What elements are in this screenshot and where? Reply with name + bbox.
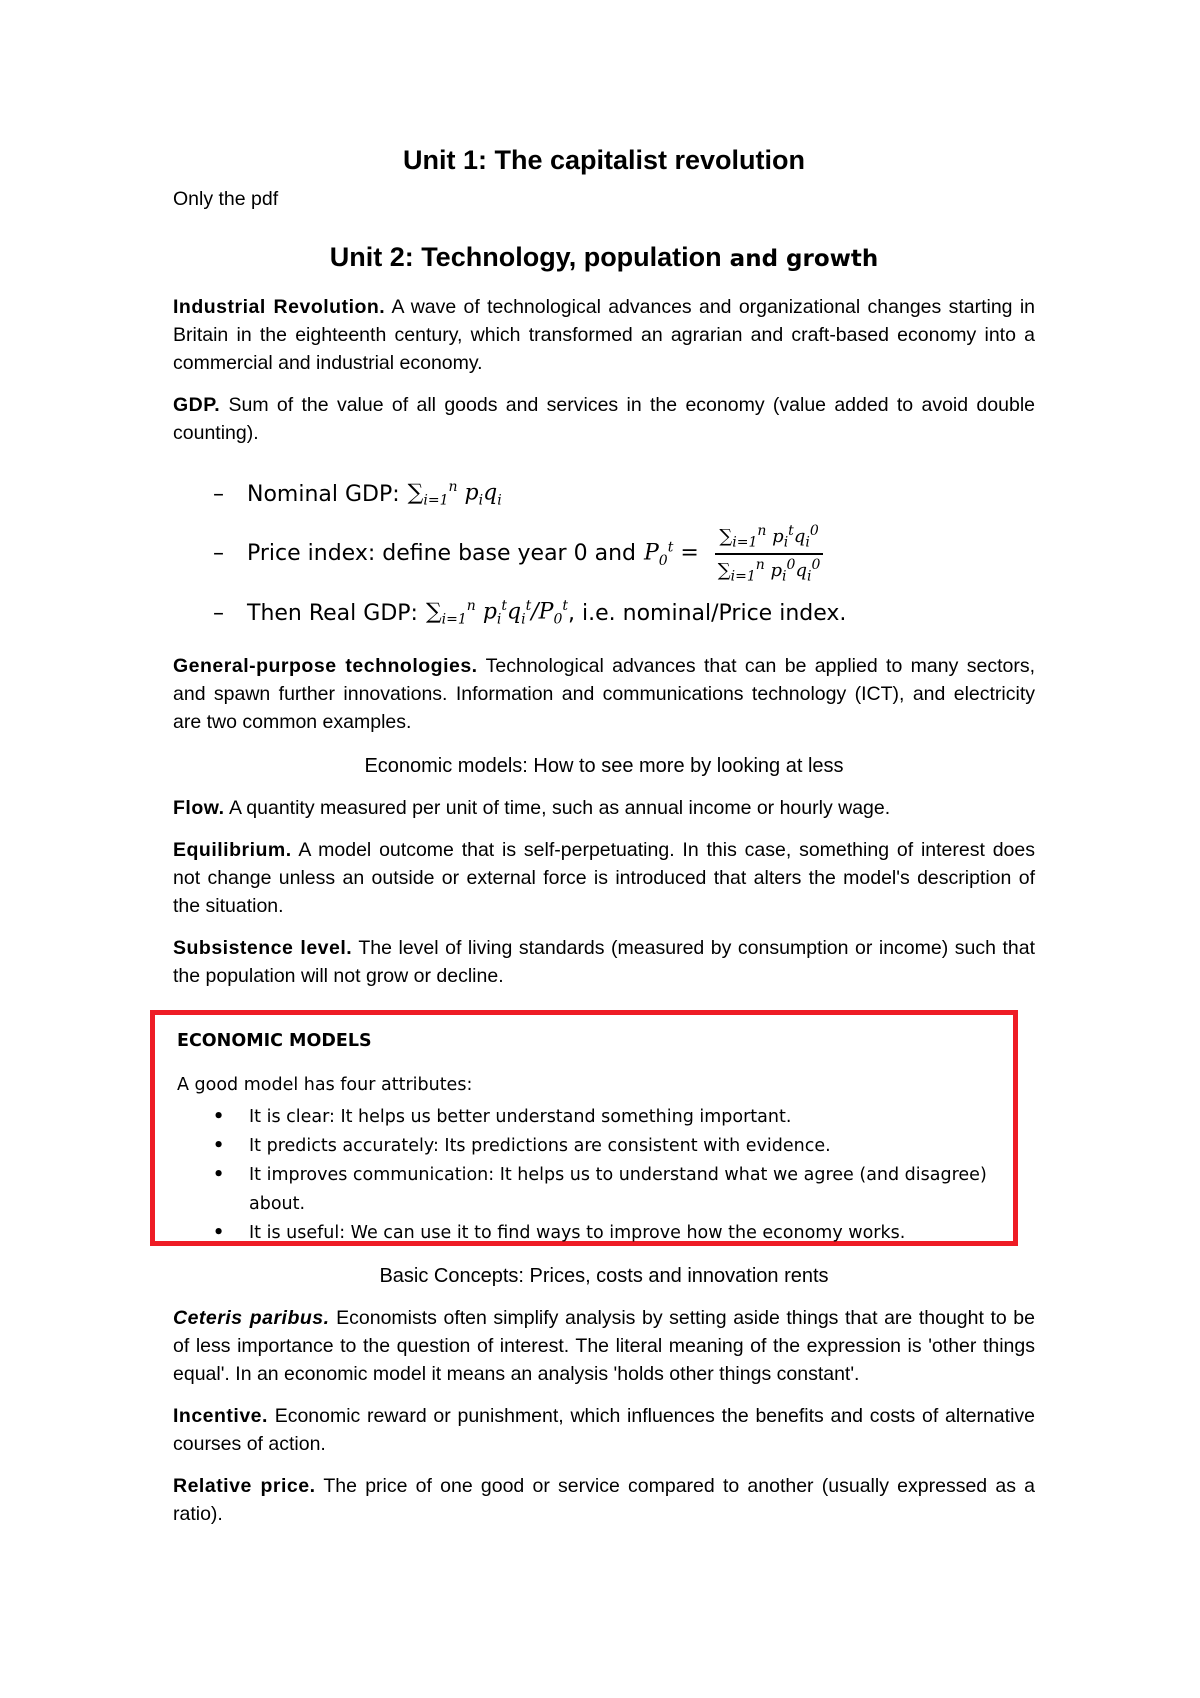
definition-term: Incentive. [173,1405,268,1427]
definition-text: The price of one good or service compared to another (usually expressed as a ratio). [173,1475,1036,1525]
gdp-formula-list [213,469,1035,638]
bullet-icon: • [213,1223,225,1243]
definition-relative-price [173,1472,1035,1528]
box-title: ECONOMIC MODELS [177,1031,372,1051]
definition-flow [173,794,1035,822]
unit1-title: Unit 1: The capitalist revolution [402,145,806,175]
price-index-fraction: $\frac{\sum_{i=1}^n p_i^tq_i^0}{\sum_{i=1}^n p_i^0q_i^0}$ [714,523,825,584]
definition-text: Sum of the value of all goods and services in the economy (value added to avoid double counting). [173,394,1035,444]
list-item [177,1161,1003,1219]
formula-label: Price index: define base year 0 and [247,541,636,567]
definition-term: GDP. [173,394,221,416]
bullet-icon: • [213,1165,225,1185]
definition-term: General-purpose technologies. [173,655,478,678]
unit1-note: Only the pdf [173,188,279,210]
list-item [177,1103,1003,1132]
subheading-basic-concepts: Basic Concepts: Prices, costs and innovation rents [379,1265,829,1287]
box-intro: A good model has four attributes: [177,1075,473,1095]
formula-real-gdp [213,588,1035,638]
definition-industrial-revolution [173,293,1035,377]
dash-bullet: – [213,600,224,626]
price-index-formula: $P_0^t$ = $\frac{\sum_{i=1}^n p_i^tq_i^0}{\sum_{i=1}^n p_i^0q_i^0}$ [644,523,824,584]
definition-text: A quantity measured per unit of time, such as annual income or hourly wage. [224,797,891,820]
formula-price-index [213,523,1035,584]
economic-models-box [150,1010,1018,1246]
list-item-text: It predicts accurately: Its predictions are consistent with evidence. [249,1136,831,1156]
bullet-icon: • [213,1136,225,1156]
definition-term: Ceteris paribus. [173,1307,330,1329]
list-item [177,1219,1003,1248]
definition-term: Subsistence level. [173,937,353,960]
definition-term: Industrial Revolution. [173,296,386,318]
page-content [173,140,1035,990]
definition-term: Relative price. [173,1475,316,1497]
definition-text: Economists often simplify analysis by setting aside things that are thought to be of less importance to the question of interest. The literal meaning of the expression is 'other things equal'. In an economic model it means an analysis 'holds other things constant'. [173,1307,1035,1385]
list-item-text: It is clear: It helps us better understand something important. [249,1107,792,1127]
unit2-title-main: Unit 2: Technology, population [329,242,722,272]
formula-label: Then Real GDP: [247,600,418,626]
subheading-economic-models: Economic models: How to see more by looking at less [364,755,844,778]
definition-term: Equilibrium. [173,839,292,862]
formula-label: Nominal GDP: [247,481,400,507]
dash-bullet: – [213,481,224,507]
dash-bullet: – [213,541,224,567]
formula-nominal-gdp [213,469,1035,519]
definition-text: A model outcome that is self-perpetuating. In this case, something of interest does not change unless an outside or external force is introduced that alters the model's description of the situation. [173,839,1035,918]
list-item-text: It improves communication: It helps us to understand what we agree (and disagree) about. [249,1165,987,1214]
definition-incentive [173,1402,1035,1458]
unit2-title [173,237,1035,279]
real-gdp-formula: $\sum_{i=1}^n$ $p_i^tq_i^t/P_0^t$ [425,598,569,629]
formula-suffix: , i.e. nominal/Price index. [568,600,847,626]
model-attributes-list [177,1103,1003,1248]
definition-general-purpose-technologies [173,652,1035,736]
list-item-text: It is useful: We can use it to find ways to improve how the economy works. [249,1223,906,1243]
definition-text: The level of living standards (measured by consumption or income) such that the population will not grow or decline. [173,937,1035,988]
definition-term: Flow. [173,797,225,820]
economic-models-box-content [177,1029,1003,1248]
nominal-gdp-formula: $\sum_{i=1}^n$ $p_iq_i$ [407,479,502,509]
list-item [177,1132,1003,1161]
definition-text: Technological advances that can be applied to many sectors, and spawn further innovations. Information and communications technology (ICT), and electricity are two common examples. [173,655,1036,734]
definition-ceteris-paribus [173,1304,1035,1388]
definition-equilibrium [173,836,1035,920]
definition-text: Economic reward or punishment, which influences the benefits and costs of alternative courses of action. [173,1405,1035,1455]
bullet-icon: • [213,1107,225,1127]
lower-content [173,1262,1035,1528]
unit2-title-tail: and growth [721,246,879,272]
definition-subsistence-level [173,934,1035,990]
definition-text: A wave of technological advances and organizational changes starting in Britain in the eighteenth century, which transformed an agrarian and craft-based economy into a commercial and industrial economy. [173,296,1035,374]
definition-gdp [173,391,1035,447]
